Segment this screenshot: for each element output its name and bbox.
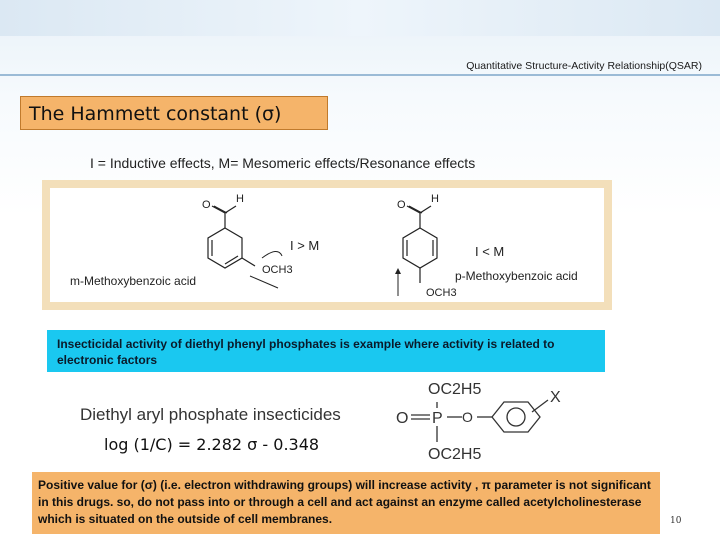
meta-methoxybenzoic-acid-structure	[208, 206, 255, 268]
conclusion-box: Positive value for (σ) (i.e. electron withdrawing groups) will increase activity , π parameter is not significant in this drugs. so, do not pass into or through a cell and act against an enzyme called acetylcholinesterase which is situated on the outside of cell membranes.	[32, 472, 660, 534]
meta-o-atom: O	[202, 199, 211, 211]
meta-resonance-arrow	[262, 251, 282, 258]
meta-h-atom: H	[236, 193, 244, 205]
header-divider	[0, 74, 720, 76]
meta-compound-name: m-Methoxybenzoic acid	[70, 274, 197, 288]
top-ethoxy-group: OC2H5	[428, 381, 482, 398]
para-methoxybenzoic-acid-structure	[403, 206, 437, 283]
oxygen-atom: O	[396, 410, 409, 427]
qsar-equation: log (1/C) = 2.282 σ - 0.348	[104, 435, 320, 454]
para-arrow-head	[395, 268, 401, 274]
insecticide-label: Diethyl aryl phosphate insecticides	[80, 405, 341, 424]
header-subtitle: Quantitative Structure-Activity Relationship(QSAR)	[466, 60, 702, 72]
bottom-ethoxy-group: OC2H5	[428, 446, 482, 460]
meta-substituent: OCH3	[262, 264, 293, 276]
benzoic-acid-structures	[50, 188, 604, 302]
x-substituent: X	[550, 389, 561, 406]
structures-panel	[42, 180, 612, 310]
page-number: 10	[670, 516, 682, 526]
top-banner	[0, 0, 720, 36]
structures-figure	[50, 188, 604, 302]
para-relation: I < M	[475, 244, 505, 259]
meta-relation: I > M	[290, 238, 320, 253]
slide-title: The Hammett constant (σ)	[20, 96, 328, 130]
para-h-atom: H	[431, 193, 439, 205]
para-compound-name: p-Methoxybenzoic acid	[455, 269, 578, 283]
ester-oxygen: O	[462, 409, 473, 425]
effects-definition: I = Inductive effects, M= Mesomeric effects/Resonance effects	[90, 155, 476, 171]
insecticide-info-box: Insecticidal activity of diethyl phenyl phosphates is example where activity is related to electronic factors	[47, 330, 605, 372]
phosphorus-atom: P	[432, 410, 443, 427]
para-substituent: OCH3	[426, 287, 457, 299]
meta-inductive-arrow	[250, 276, 278, 288]
para-o-atom: O	[397, 199, 406, 211]
